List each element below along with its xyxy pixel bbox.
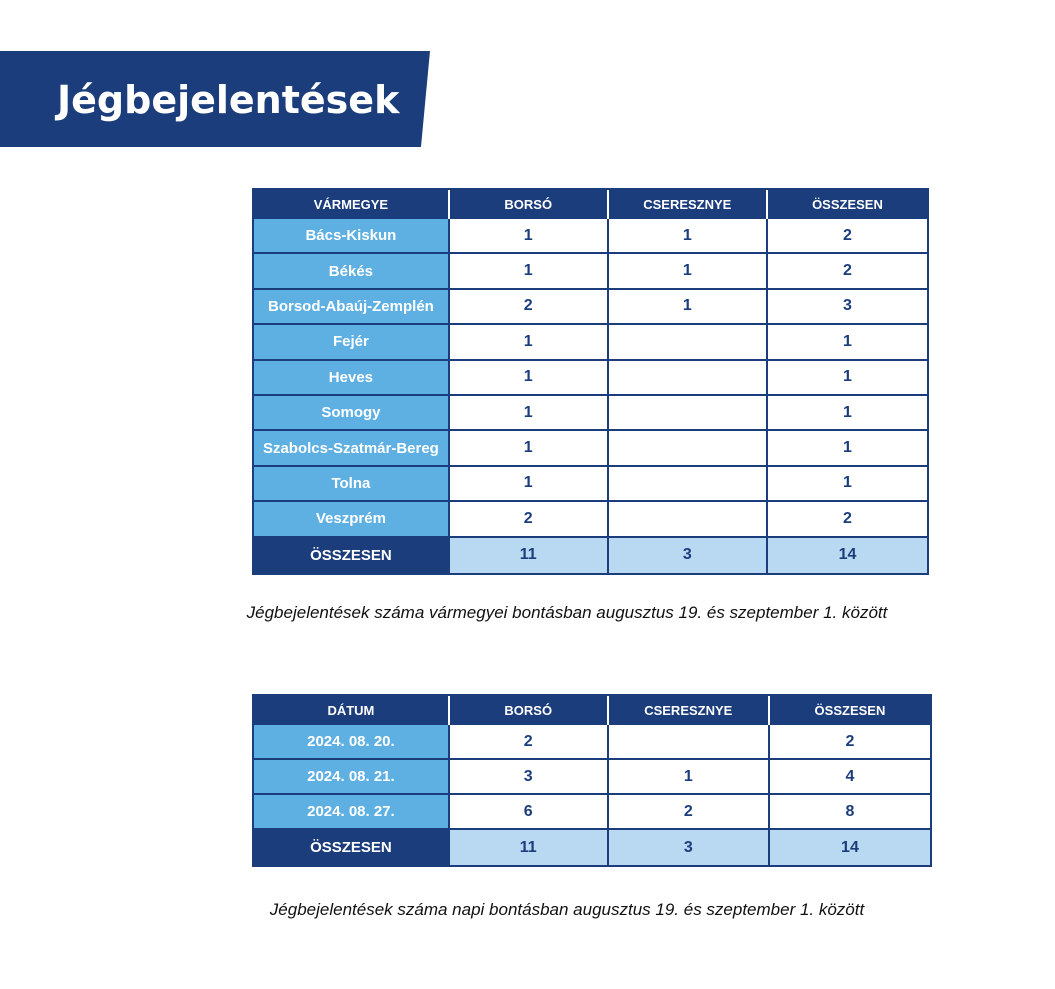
total-osszesen: 14: [768, 538, 927, 573]
county-table: [252, 188, 929, 575]
row-label: Szabolcs-Szatmár-Bereg: [254, 431, 450, 466]
cell-cseresznye: [609, 396, 768, 431]
row-label: 2024. 08. 27.: [254, 795, 450, 830]
cell-cseresznye: [609, 431, 768, 466]
total-osszesen: 14: [770, 830, 930, 865]
cell-osszesen: 1: [768, 431, 927, 466]
cell-cseresznye: 1: [609, 760, 770, 795]
cell-borso: 1: [450, 219, 609, 254]
row-label: Veszprém: [254, 502, 450, 537]
table-row: [254, 254, 927, 289]
column-header-osszesen: ÖSSZESEN: [768, 190, 927, 219]
cell-osszesen: 1: [768, 361, 927, 396]
table-row: [254, 725, 930, 760]
cell-cseresznye: 1: [609, 254, 768, 289]
table-row: [254, 325, 927, 360]
cell-borso: 2: [450, 725, 609, 760]
cell-osszesen: 2: [768, 502, 927, 537]
cell-osszesen: 2: [768, 219, 927, 254]
cell-osszesen: 2: [770, 725, 930, 760]
table-row: [254, 467, 927, 502]
column-header-county: VÁRMEGYE: [254, 190, 450, 219]
total-borso: 11: [450, 830, 609, 865]
date-table-caption: Jégbejelentések száma napi bontásban augusztus 19. és szeptember 1. között: [269, 900, 865, 919]
cell-borso: 2: [450, 290, 609, 325]
table-row: [254, 396, 927, 431]
cell-borso: 1: [450, 361, 609, 396]
cell-cseresznye: 2: [609, 795, 770, 830]
column-header-cseresznye: CSERESZNYE: [609, 696, 770, 725]
cell-borso: 1: [450, 254, 609, 289]
cell-borso: 1: [450, 325, 609, 360]
cell-borso: 3: [450, 760, 609, 795]
total-borso: 11: [450, 538, 609, 573]
column-header-borso: BORSÓ: [450, 696, 609, 725]
table-header-row: [254, 190, 927, 219]
total-row: [254, 538, 927, 573]
cell-osszesen: 1: [768, 325, 927, 360]
table-row: [254, 760, 930, 795]
cell-osszesen: 4: [770, 760, 930, 795]
row-label: Borsod-Abaúj-Zemplén: [254, 290, 450, 325]
cell-cseresznye: [609, 725, 770, 760]
row-label: Bács-Kiskun: [254, 219, 450, 254]
table-row: [254, 361, 927, 396]
county-table-caption: Jégbejelentések száma vármegyei bontásban augusztus 19. és szeptember 1. között: [246, 603, 888, 622]
total-cseresznye: 3: [609, 538, 768, 573]
cell-osszesen: 3: [768, 290, 927, 325]
row-label: Somogy: [254, 396, 450, 431]
cell-cseresznye: 1: [609, 219, 768, 254]
cell-osszesen: 1: [768, 396, 927, 431]
row-label: Fejér: [254, 325, 450, 360]
cell-osszesen: 1: [768, 467, 927, 502]
cell-cseresznye: [609, 361, 768, 396]
total-row: [254, 830, 930, 865]
cell-cseresznye: [609, 502, 768, 537]
cell-osszesen: 2: [768, 254, 927, 289]
column-header-date: DÁTUM: [254, 696, 450, 725]
cell-borso: 6: [450, 795, 609, 830]
column-header-cseresznye: CSERESZNYE: [609, 190, 768, 219]
table-row: [254, 795, 930, 830]
total-label: ÖSSZESEN: [254, 538, 450, 573]
row-label: 2024. 08. 21.: [254, 760, 450, 795]
column-header-borso: BORSÓ: [450, 190, 609, 219]
row-label: Heves: [254, 361, 450, 396]
cell-cseresznye: 1: [609, 290, 768, 325]
cell-osszesen: 8: [770, 795, 930, 830]
row-label: Tolna: [254, 467, 450, 502]
cell-borso: 1: [450, 396, 609, 431]
date-table: [252, 694, 932, 867]
row-label: 2024. 08. 20.: [254, 725, 450, 760]
total-label: ÖSSZESEN: [254, 830, 450, 865]
cell-cseresznye: [609, 467, 768, 502]
table-row: [254, 290, 927, 325]
cell-cseresznye: [609, 325, 768, 360]
page-title: Jégbejelentések: [57, 78, 400, 122]
row-label: Békés: [254, 254, 450, 289]
table-row: [254, 219, 927, 254]
total-cseresznye: 3: [609, 830, 770, 865]
table-row: [254, 502, 927, 537]
table-row: [254, 431, 927, 466]
cell-borso: 1: [450, 467, 609, 502]
cell-borso: 1: [450, 431, 609, 466]
table-header-row: [254, 696, 930, 725]
cell-borso: 2: [450, 502, 609, 537]
column-header-osszesen: ÖSSZESEN: [770, 696, 930, 725]
